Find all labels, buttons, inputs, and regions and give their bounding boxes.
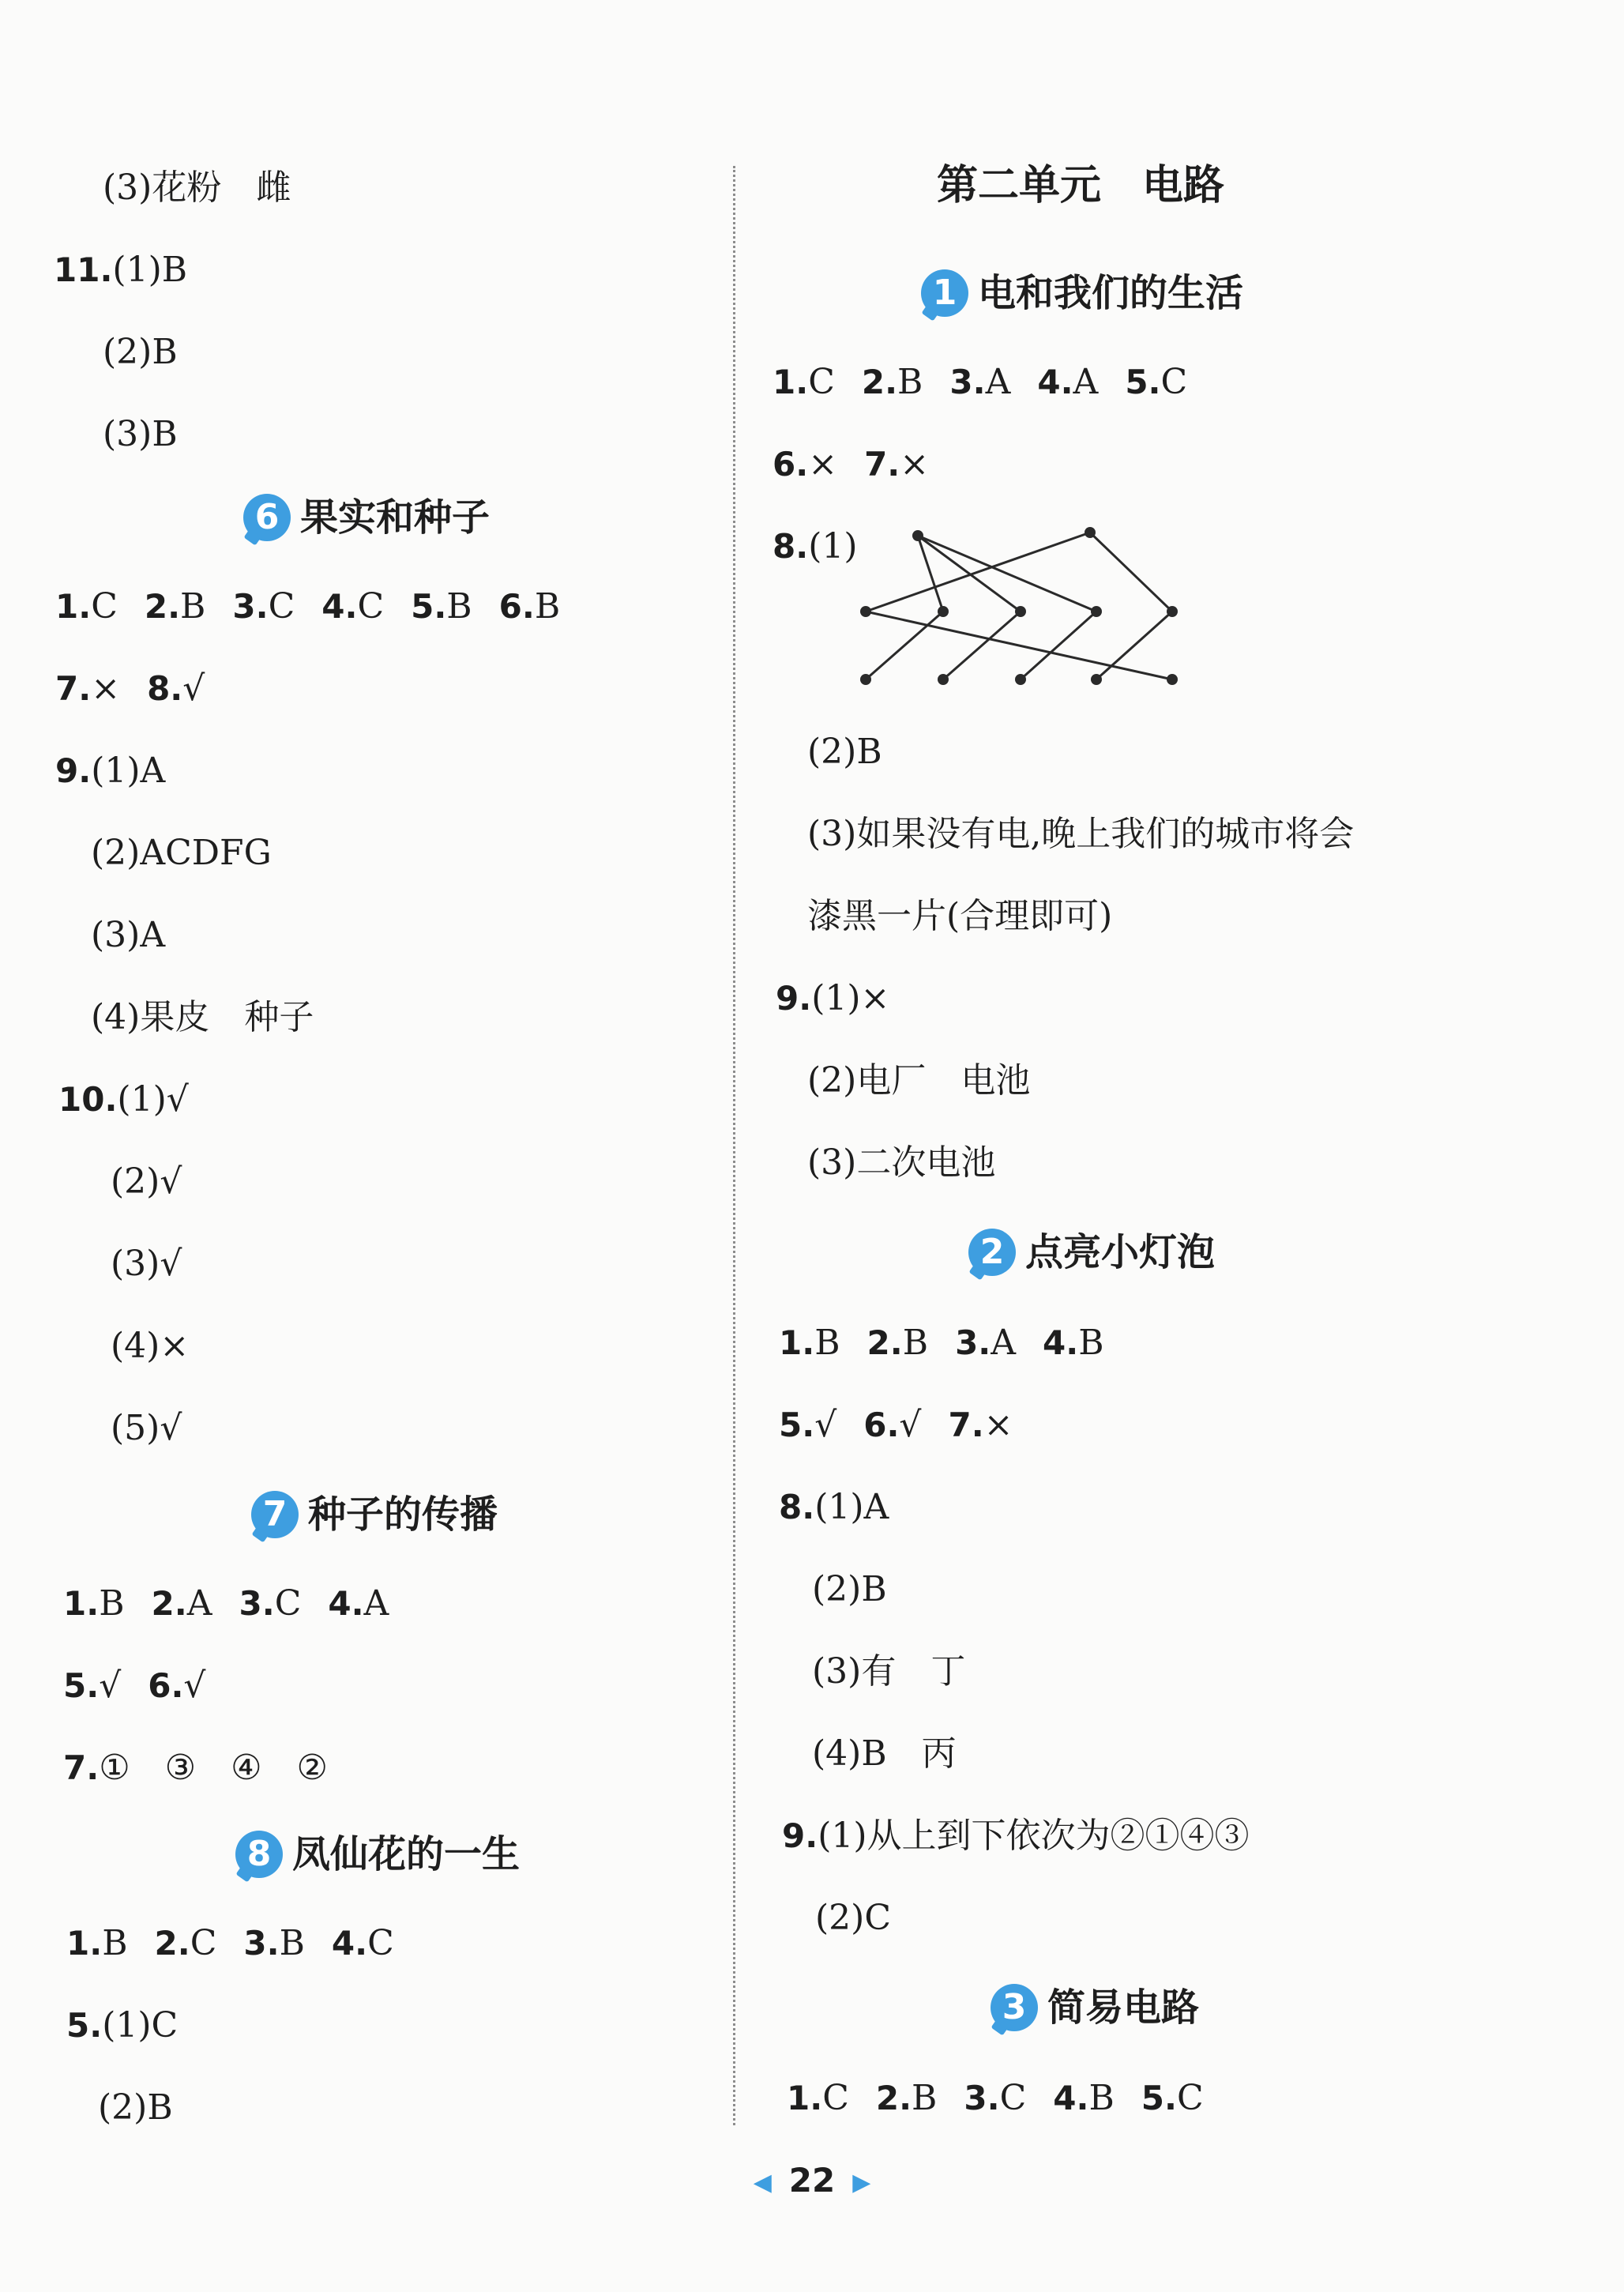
answer-line: (2)B [812,1569,887,1609]
match-dot [1167,606,1178,617]
answer-value: B [902,1323,929,1363]
answer-item [779,1405,836,1445]
match-dot [860,674,871,685]
section-heading-7: 7 种子的传播 [251,1487,498,1542]
answer-value: B [180,586,206,627]
answer-line: (3)√ [111,1244,182,1284]
section-heading-3: 3 简易电路 [991,1980,1199,2035]
question-number: 4. [1053,2079,1089,2117]
answer-value: B [1078,1323,1104,1363]
answer-item [787,2078,849,2118]
answer-value: C [367,1923,394,1963]
question-number: 3. [243,1924,280,1963]
section-number-badge: 8 [235,1831,283,1878]
answer-value: B [1088,2078,1115,2118]
question-number: 2. [154,1924,190,1963]
question-number: 5. [1125,363,1161,401]
question-number: 7. [948,1406,984,1444]
match-line [918,536,943,612]
question-number: 3. [232,587,269,626]
question-number: 8. [147,669,183,708]
answer-line: (3)花粉 雌 [103,167,291,208]
answer-value: √ [183,1665,206,1706]
answer-line: 10.(1)√ [58,1079,189,1120]
answer-line [779,1402,1040,1449]
match-line [866,612,943,679]
question-number: 2. [867,1323,903,1362]
answer-item [863,1405,921,1445]
answer-value: A [991,1323,1017,1363]
answer-item [332,1923,394,1963]
answer-line [779,1319,1131,1367]
answer-line: (2)B [807,732,882,772]
answer-item [949,362,1010,402]
answer-item [411,586,472,627]
answer-line: (4)× [111,1326,190,1366]
question-number: 4. [328,1584,364,1623]
answer-value: C [91,586,118,627]
answer-item [145,586,206,627]
answer-line: (2)√ [111,1161,182,1202]
answer-value: A [1073,362,1099,402]
match-dot [1167,674,1178,685]
answer-item [1043,1323,1104,1363]
unit-title: 第二单元 电路 [937,162,1225,209]
section-heading-1: 1 电和我们的生活 [921,265,1243,321]
answer-item [152,1583,212,1624]
question-number: 2. [861,363,898,401]
answer-line: (4)B 丙 [812,1733,957,1774]
answer-value: B [446,586,472,627]
answer-value: × [900,444,930,484]
answer-item [321,586,384,627]
section-number-badge: 3 [991,1984,1038,2031]
answer-item [862,362,923,402]
answer-value: C [999,2078,1027,2118]
question-number: 1. [63,1584,100,1623]
page-number: 22 [788,2161,836,2200]
answer-line: 漆黑一片(合理即可) [807,896,1113,936]
answer-line: (5)√ [111,1408,182,1448]
question-number: 1. [773,363,809,401]
answer-item [328,1583,389,1624]
question-number: 1. [779,1323,815,1362]
answer-line: 9.(1)× [776,978,890,1018]
next-page-arrow-icon: ▶ [852,2169,871,2196]
question-number: 6. [773,445,809,484]
answer-item [779,1323,840,1363]
match-dot [860,606,871,617]
question-number: 4. [1037,363,1073,401]
question-number: 5. [63,1666,100,1705]
answer-item [63,1583,125,1624]
answer-value: C [1160,362,1188,402]
match-dot [938,606,949,617]
answer-item [243,1923,305,1963]
question-number: 6. [863,1406,900,1444]
section-heading-2: 2 点亮小灯泡 [968,1225,1215,1280]
answer-line: 8.(1) [773,526,858,566]
answer-line: (3)B [103,414,178,454]
section-number-badge: 2 [968,1229,1016,1276]
answer-value: √ [899,1405,922,1445]
answer-item [1141,2078,1204,2118]
match-dot [912,530,923,541]
matching-diagram [837,514,1201,687]
answer-line [55,665,231,713]
answer-line: (3)二次电池 [807,1142,996,1183]
answer-line: (2)电厂 电池 [807,1060,1031,1101]
match-dot [938,674,949,685]
answer-line: 5.(1)C [66,2005,179,2045]
match-line [866,612,1172,679]
answer-item [499,586,561,627]
answer-value: C [1176,2078,1204,2118]
answer-value: A [985,362,1011,402]
answer-value: B [912,2078,938,2118]
question-number: 5. [1141,2079,1177,2117]
answer-item [876,2078,938,2118]
answer-value: B [279,1923,305,1963]
answer-item [773,444,837,484]
answer-item [239,1583,302,1624]
answer-item [66,1923,128,1963]
answer-value: B [534,586,561,627]
answer-value: B [814,1323,840,1363]
match-dot [1015,674,1026,685]
answer-line [787,2075,1231,2122]
answer-line [66,1920,421,1967]
section-heading-8: 8 凤仙花的一生 [235,1827,520,1882]
question-number: 2. [151,1584,187,1623]
answer-item [147,668,205,709]
question-number: 7. [864,445,900,484]
question-number: 7. [55,669,92,708]
answer-item [1037,362,1098,402]
answer-item [955,1323,1016,1363]
answer-item [964,2078,1026,2118]
question-number: 5. [411,587,447,626]
match-dot [1091,606,1102,617]
question-number: 1. [55,587,92,626]
section-number-badge: 7 [251,1491,299,1538]
question-number: 3. [239,1584,275,1623]
answer-item [55,668,120,709]
question-number: 3. [949,363,986,401]
answer-item [948,1405,1013,1445]
answer-value: C [190,1923,217,1963]
prev-page-arrow-icon: ◀ [753,2169,772,2196]
question-number: 4. [321,587,358,626]
question-number: 6. [498,587,535,626]
question-number: 3. [955,1323,991,1362]
match-line [1096,612,1172,679]
question-number: 4. [331,1924,368,1963]
answer-value: C [274,1583,302,1624]
answer-line: (3)A [91,915,166,955]
answer-line [773,441,956,488]
answer-item [155,1923,217,1963]
answer-line: (2)ACDFG [91,833,272,873]
answer-item [1125,362,1187,402]
answer-value: C [268,586,295,627]
answer-line: 11.(1)B [54,250,188,290]
answer-item [63,1665,121,1706]
answer-line: (3)如果没有电,晚上我们的城市将会 [807,814,1355,854]
answer-value: √ [182,668,205,709]
answer-item [1053,2078,1115,2118]
question-number: 1. [66,1924,103,1963]
match-dot [1085,527,1096,538]
question-number: 5. [779,1406,815,1444]
question-number: 2. [875,2079,912,2117]
match-line [1021,612,1096,679]
answer-value: × [983,1405,1013,1445]
answer-value: × [808,444,838,484]
answer-line: 9.(1)A [55,751,166,791]
match-dot [1091,674,1102,685]
answer-item [55,586,118,627]
question-number: 3. [964,2079,1000,2117]
answer-value: B [99,1583,125,1624]
question-number: 6. [148,1666,184,1705]
match-dot [1015,606,1026,617]
answer-line [63,1580,415,1628]
answer-value: C [822,2078,849,2118]
answer-line [773,359,1214,406]
answer-value: B [897,362,923,402]
question-number: 2. [144,587,181,626]
answer-line: 8.(1)A [779,1487,889,1527]
answer-value: B [102,1923,128,1963]
question-number: 1. [787,2079,823,2117]
section-number-badge: 6 [243,494,291,541]
column-divider [733,166,735,2125]
answer-line: (2)B [98,2087,173,2128]
answer-line: (3)有 丁 [812,1651,966,1692]
answer-value: C [808,362,835,402]
page-footer [0,2161,1624,2200]
answer-value: A [186,1583,212,1624]
match-line [866,533,1090,612]
match-line [943,612,1021,679]
answer-line: (4)果皮 种子 [91,997,314,1037]
question-number: 4. [1043,1323,1079,1362]
answer-line [63,1662,232,1710]
answer-line: 9.(1)从上到下依次为②①④③ [782,1816,1250,1856]
answer-item [148,1665,205,1706]
answer-item [232,586,295,627]
answer-value: √ [814,1405,837,1445]
section-number-badge: 1 [921,269,968,317]
match-line [1090,533,1172,612]
answer-item [773,362,835,402]
answer-value: A [363,1583,389,1624]
answer-line [55,583,587,630]
answer-item [867,1323,929,1363]
answer-line: (2)B [103,332,178,372]
answer-value: √ [99,1665,122,1706]
answer-line: (2)C [815,1898,891,1938]
answer-value: × [91,668,121,709]
section-heading-6: 6 果实和种子 [243,490,490,545]
answer-value: C [357,586,385,627]
answer-line: 7.① ③ ④ ② [63,1748,328,1788]
answer-item [864,444,929,484]
